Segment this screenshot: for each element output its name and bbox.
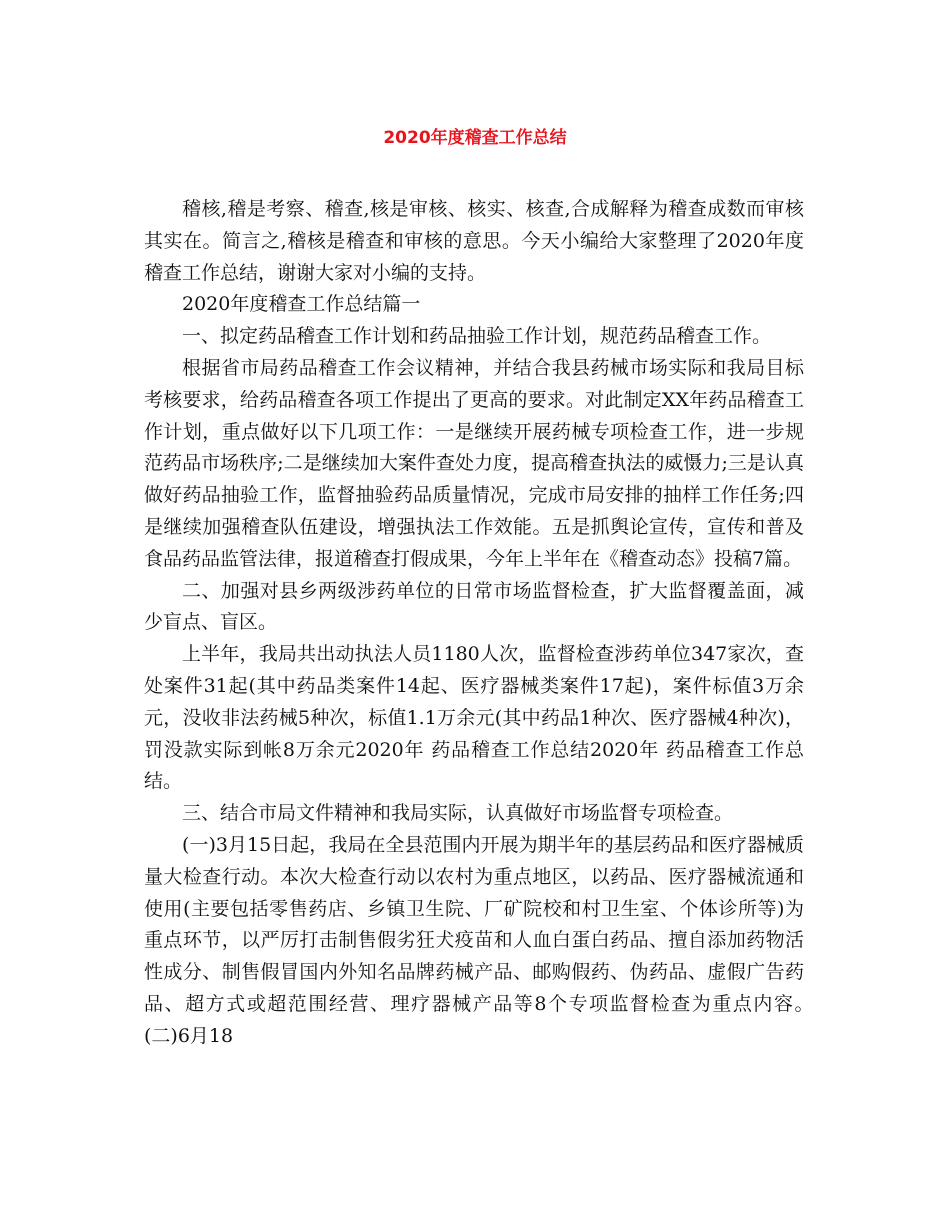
paragraph-item-3-body: (一)3月15日起，我局在全县范围内开展为期半年的基层药品和医疗器械质量大检查行动。本次大检查行动以农村为重点地区，以药品、医疗器械流通和使用(主要包括零售药店、乡镇卫生院、厂矿院校和村卫生室、个体诊所等)为重点环节，以严厉打击制售假劣狂犬疫苗和人血白蛋白药品、擅自添加药物活性成分、制售假冒国内外知名品牌药械产品、邮购假药、伪药品、虚假广告药品、超方式或超范围经营、理疗器械产品等8个专项监督检查为重点内容。 (二)6月18 — [144, 833, 843, 1047]
paragraph-item-3-heading: 三、结合市局文件精神和我局实际，认真做好市场监督专项检查。 — [182, 802, 734, 825]
paragraph-item-2-body: 上半年，我局共出动执法人员1180人次，监督检查涉药单位347家次，查处案件31起(其中药品类案件14起、医疗器械类案件17起)，案件标值3万余元，没收非法药械5种次，标值1.1万余元(其中药品1种次、医疗器械4种次)，罚没款实际到帐8万余元2020年 药品稽查工作总结2020年 药品稽查工作总结。 — [144, 643, 804, 793]
document-body — [144, 194, 843, 1053]
paragraph-intro: 稽核,稽是考察、稽查,核是审核、核实、核查,合成解释为稽查成数而审核其实在。简言之,稽核是稽查和审核的意思。今天小编给大家整理了2020年度稽查工作总结，谢谢大家对小编的支持。 — [144, 198, 804, 284]
document-title: 2020年度稽查工作总结 — [383, 128, 567, 148]
paragraph-section-heading: 2020年度稽查工作总结篇一 — [182, 293, 421, 316]
paragraph-item-2-heading: 二、加强对县乡两级涉药单位的日常市场监督检查，扩大监督覆盖面，减少盲点、盲区。 — [144, 579, 804, 634]
paragraph-item-1-heading: 一、拟定药品稽查工作计划和药品抽验工作计划，规范药品稽查工作。 — [182, 325, 772, 348]
paragraph-item-1-body: 根据省市局药品稽查工作会议精神，并结合我县药械市场实际和我局目标考核要求，给药品稽查各项工作提出了更高的要求。对此制定XX年药品稽查工作计划，重点做好以下几项工作：一是继续开展药械专项检查工作，进一步规范药品市场秩序;二是继续加大案件查处力度，提高稽查执法的威慑力;三是认真做好药品抽验工作，监督抽验药品质量情况，完成市局安排的抽样工作任务;四是继续加强稽查队伍建设，增强执法工作效能。五是抓舆论宣传，宣传和普及食品药品监管法律，报道稽查打假成果，今年上半年在《稽查动态》投稿7篇。 — [144, 356, 804, 570]
